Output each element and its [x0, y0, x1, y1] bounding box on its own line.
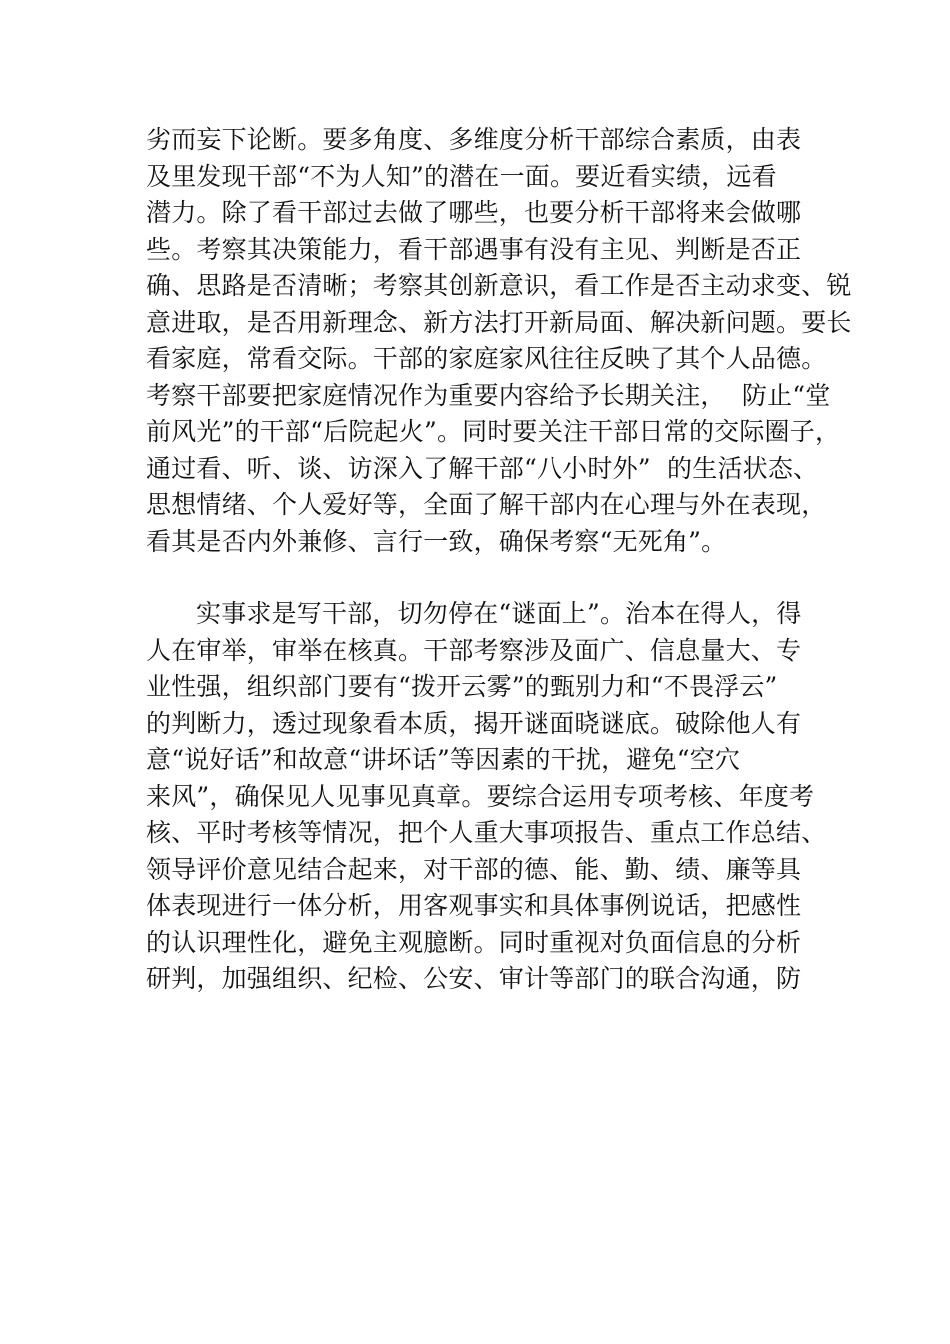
text-line: 的认识理性化，避免主观臆断。同时重视对负面信息的分析	[146, 927, 802, 957]
text-line: 潜力。除了看干部过去做了哪些，也要分析干部将来会做哪	[146, 198, 802, 227]
text-line: 及里发现干部“不为人知”的潜在一面。要近看实绩，远看	[146, 161, 777, 191]
text-line: 通过看、听、谈、访深入了解干部“八小时外” 的生活状态、	[146, 453, 819, 483]
text-line: 些。考察其决策能力，看干部遇事有没有主见、判断是否正	[146, 234, 802, 264]
paragraph-1	[146, 122, 852, 560]
text-line: 来风”，确保见人见事见真章。要综合运用专项考核、年度考	[146, 781, 815, 811]
text-line: 人在审举，审举在核真。干部考察涉及面广、信息量大、专	[146, 635, 802, 665]
text-line: 研判，加强组织、纪检、公安、审计等部门的联合沟通，防	[146, 964, 802, 993]
text-line: 体表现进行一体分析，用客观事实和具体事例说话，把感性	[146, 891, 802, 920]
text-line: 思想情绪、个人爱好等，全面了解干部内在心理与外在表现，	[146, 490, 827, 519]
text-line: 看其是否内外兼修、言行一致，确保考察“无死角”。	[146, 526, 727, 556]
text-line: 考察干部要把家庭情况作为重要内容给予长期关注， 防止“堂	[146, 380, 831, 410]
text-line: 劣而妄下论断。要多角度、多维度分析干部综合素质，由表	[146, 125, 802, 154]
text-line: 核、平时考核等情况，把个人重大事项报告、重点工作总结、	[146, 818, 827, 847]
text-line: 意“说好话”和故意“讲坏话”等因素的干扰，避免“空穴	[146, 745, 741, 774]
text-line: 看家庭，常看交际。干部的家庭家风往往反映了其个人品德。	[146, 344, 827, 373]
paragraph-2	[146, 596, 846, 998]
text-line-first-indented: 实事求是写干部，切勿停在“谜面上”。治本在得人，得	[196, 599, 802, 628]
text-line: 确、思路是否清晰；考察其创新意识，看工作是否主动求变、锐	[146, 271, 852, 300]
text-line: 意进取，是否用新理念、新方法打开新局面、解决新问题。要长	[146, 307, 852, 337]
text-line: 前风光”的干部“后院起火”。同时要关注干部日常的交际圈子，	[146, 417, 841, 446]
text-line: 的判断力，透过现象看本质，揭开谜面晓谜底。破除他人有	[146, 708, 802, 738]
text-line: 领导评价意见结合起来，对干部的德、能、勤、绩、廉等具	[146, 854, 802, 884]
text-line: 业性强，组织部门要有“拨开云雾”的甄别力和“不畏浮云”	[146, 672, 778, 701]
